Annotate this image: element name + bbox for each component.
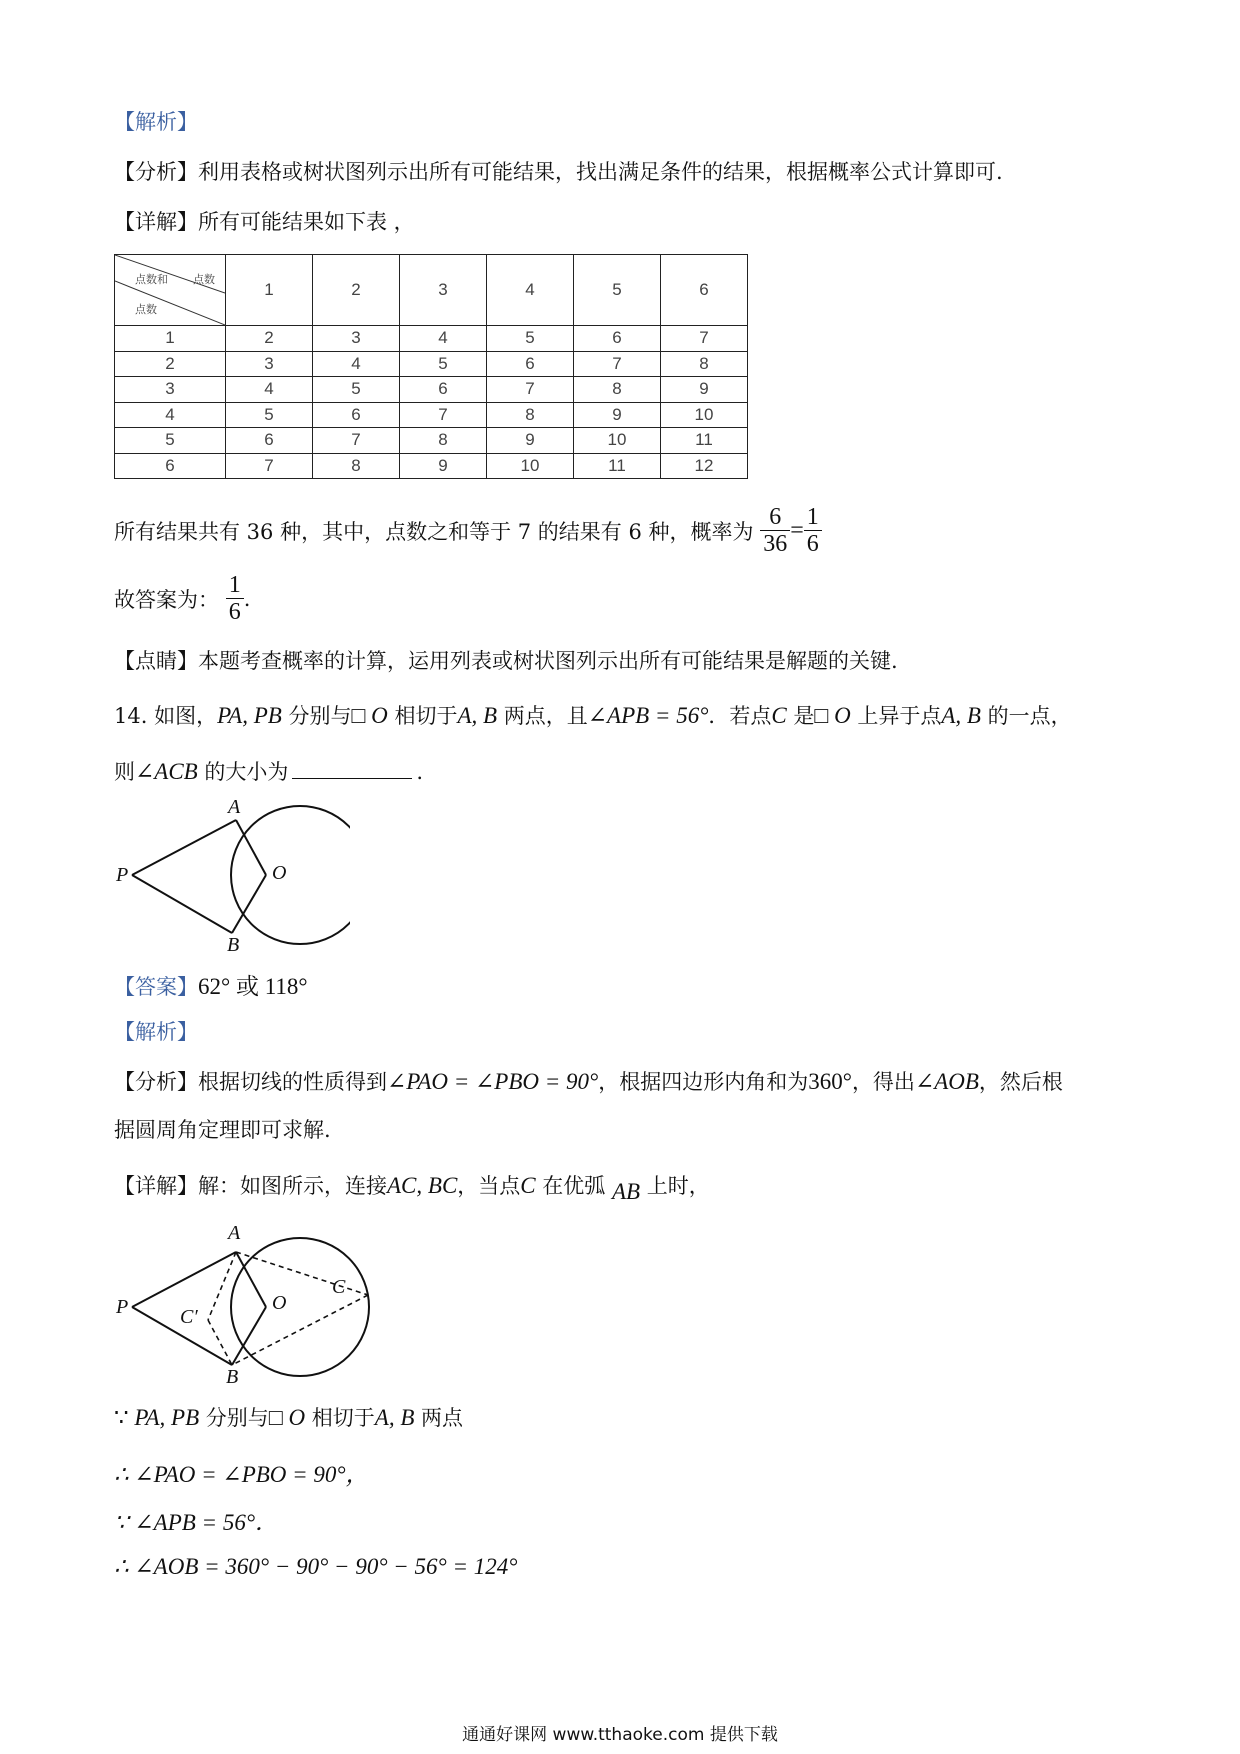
step-math: A, B [374, 1405, 415, 1430]
answer-fraction [226, 572, 244, 626]
q14-math: A, B [941, 703, 981, 728]
step-math: ∵ [114, 1405, 135, 1430]
table-cell: 5 [313, 377, 400, 403]
s13-key-point [114, 645, 898, 675]
q14-math: A, B [457, 703, 498, 728]
table-cell: 5 [226, 402, 313, 428]
step-text: 分别与 [199, 1406, 269, 1430]
answer-blank [292, 758, 412, 779]
q14-text: ．若点 [708, 704, 772, 728]
table-cell: 4 [115, 402, 226, 428]
detail-math: AB [611, 1179, 641, 1204]
page-footer: 通通好课网 www.tthaoke.com 提供下载 [462, 1725, 778, 1745]
table-cell: 8 [313, 453, 400, 479]
table-cell: 6 [313, 402, 400, 428]
table-corner-cell [115, 255, 226, 326]
table-cell: 5 [487, 326, 574, 352]
fig2-label-C: C [332, 1276, 346, 1298]
fig2-label-O: O [272, 1292, 287, 1314]
analysis-text: 利用表格或树状图列示出所有可能结果，找出满足条件的结果，根据概率公式计算即可. [198, 160, 1003, 184]
table-cell: 9 [574, 402, 661, 428]
table-cell: 5 [115, 428, 226, 454]
fraction-denominator: 36 [763, 531, 788, 558]
q14-text: 14. 如图， [114, 704, 218, 728]
table-cell: 3 [115, 377, 226, 403]
q14-math: □ O [351, 703, 388, 728]
q14-math: □ O [814, 703, 851, 728]
s13-detail [114, 206, 415, 236]
table-cell: 5 [400, 351, 487, 377]
table-header-row [115, 255, 748, 326]
fraction-1-6 [804, 504, 822, 558]
table-cell: 11 [574, 453, 661, 479]
table-cell: 2 [115, 351, 226, 377]
answer-tag: 【答案】 [114, 975, 198, 999]
fig1-label-A: A [228, 796, 241, 818]
table-cell: 3 [313, 326, 400, 352]
q14-text: 分别与 [281, 704, 352, 728]
detail-text: 所有可能结果如下表 ， [198, 210, 415, 234]
detail-tag: 【详解】 [114, 210, 198, 234]
detail-math: C [520, 1173, 536, 1198]
table-cell: 7 [400, 402, 487, 428]
table-cell: 7 [487, 377, 574, 403]
table-cell: 1 [115, 326, 226, 352]
analysis-tag: 【分析】 [114, 1070, 198, 1094]
table-header-cell: 3 [400, 255, 487, 326]
q14-text: 的大小为 [197, 760, 289, 784]
table-cell: 10 [661, 402, 748, 428]
table-header-cell: 2 [313, 255, 400, 326]
table-cell: 7 [226, 453, 313, 479]
table-cell: 6 [226, 428, 313, 454]
analysis-math: 360° [808, 1069, 852, 1094]
answer-suffix: . [243, 586, 251, 611]
q14-analysis-line2: 据圆周角定理即可求解. [114, 1118, 331, 1142]
detail-text: ，当点 [457, 1174, 521, 1198]
table-cell: 6 [115, 453, 226, 479]
table-cell: 7 [661, 326, 748, 352]
step-2: ∴ ∠PAO = ∠PBO = 90°， [114, 1462, 369, 1487]
table-cell: 8 [487, 402, 574, 428]
step-3: ∵ ∠APB = 56°． [114, 1510, 279, 1535]
analysis-math: ∠PAO = ∠PBO = 90° [387, 1069, 599, 1094]
step-text: 相切于 [305, 1406, 375, 1430]
corner-label-left: 点数 [135, 304, 157, 316]
analysis-text: 根据切线的性质得到 [198, 1070, 387, 1094]
table-cell: 2 [226, 326, 313, 352]
step-1 [114, 1402, 463, 1432]
q14-statement-line1 [114, 700, 1072, 730]
q14-jiexi-heading: 【解析】 [114, 1020, 198, 1044]
table-header-cell: 6 [661, 255, 748, 326]
fraction-denominator: 6 [228, 599, 241, 626]
answer-prefix: 故答案为： [114, 587, 219, 612]
table-cell: 6 [487, 351, 574, 377]
step-math: □ O [268, 1405, 306, 1430]
q14-text: 上异于点 [850, 704, 942, 728]
table-cell: 4 [313, 351, 400, 377]
table-cell: 9 [487, 428, 574, 454]
corner-diagonal [115, 255, 225, 325]
table-header-cell: 4 [487, 255, 574, 326]
table-cell: 8 [574, 377, 661, 403]
fig1-label-O: O [272, 862, 287, 884]
table-cell: 9 [400, 453, 487, 479]
table-row [115, 402, 748, 428]
q14-math: C [771, 703, 787, 728]
table-cell: 12 [661, 453, 748, 479]
q14-text: 是 [786, 704, 815, 728]
step-text: 两点 [414, 1406, 464, 1430]
detail-text: 上时， [640, 1174, 710, 1198]
detail-tag: 【详解】 [114, 1174, 198, 1198]
fraction-6-36 [760, 504, 790, 558]
step-4: ∴ ∠AOB = 360° − 90° − 90° − 56° = 124° [114, 1554, 518, 1579]
s13-answer-line [114, 572, 250, 626]
figure-inscribed-angles [110, 1220, 370, 1395]
s13-result-line [114, 504, 822, 558]
table-header-cell: 5 [574, 255, 661, 326]
table-cell: 4 [400, 326, 487, 352]
table-cell: 3 [226, 351, 313, 377]
answer-value: 62° 或 118° [198, 974, 308, 999]
fraction-numerator: 1 [226, 572, 244, 599]
fig2-label-B: B [226, 1366, 239, 1388]
table-cell: 11 [661, 428, 748, 454]
q14-detail-line [114, 1170, 710, 1204]
q14-text: 相切于 [387, 704, 458, 728]
dice-sum-table [114, 254, 748, 479]
equals-sign: = [790, 517, 804, 544]
analysis-text: ，然后根 [978, 1070, 1063, 1094]
s13-analysis [114, 156, 1003, 186]
key-point-text: 本题考查概率的计算，运用列表或树状图列示出所有可能结果是解题的关键. [198, 649, 898, 673]
table-row [115, 453, 748, 479]
q14-answer [114, 968, 308, 1001]
q14-math: PA, PB [217, 703, 282, 728]
table-cell: 8 [400, 428, 487, 454]
corner-label-sum: 点数和 [135, 274, 168, 286]
table-row [115, 428, 748, 454]
fig1-label-P: P [116, 864, 129, 886]
fraction-numerator: 1 [804, 504, 822, 531]
fig1-label-B: B [227, 934, 240, 956]
table-cell: 8 [661, 351, 748, 377]
result-text: 所有结果共有 36 种，其中，点数之和等于 7 的结果有 6 种，概率为 [114, 519, 754, 544]
q14-math: ∠APB = 56° [587, 703, 709, 728]
q14-text: . [416, 760, 424, 784]
detail-text: 解：如图所示，连接 [198, 1174, 387, 1198]
table-header-cell: 1 [226, 255, 313, 326]
q14-math: ∠ACB [135, 759, 198, 784]
table-cell: 4 [226, 377, 313, 403]
step-math: PA, PB [134, 1405, 200, 1430]
table-row [115, 351, 748, 377]
table-cell: 10 [487, 453, 574, 479]
q14-text: 两点，且 [497, 704, 588, 728]
table-row [115, 326, 748, 352]
fraction-denominator: 6 [806, 531, 819, 558]
table-cell: 6 [574, 326, 661, 352]
analysis-text: ，得出 [851, 1070, 915, 1094]
fig2-label-A: A [228, 1222, 241, 1244]
table-row [115, 377, 748, 403]
q14-text: 则 [114, 760, 135, 784]
analysis-math: ∠AOB [914, 1069, 979, 1094]
table-cell: 7 [574, 351, 661, 377]
fraction-numerator: 6 [760, 504, 790, 531]
q14-analysis-line1 [114, 1066, 1063, 1096]
fig2-label-P: P [116, 1296, 129, 1318]
q14-text: 的一点， [980, 704, 1072, 728]
detail-text: 在优弧 [535, 1174, 612, 1198]
corner-label-top: 点数 [193, 274, 215, 286]
fig2-label-Cprime: C′ [180, 1306, 198, 1328]
table-cell: 10 [574, 428, 661, 454]
table-cell: 7 [313, 428, 400, 454]
s13-jiexi-heading: 【解析】 [114, 110, 198, 134]
analysis-tag: 【分析】 [114, 160, 198, 184]
q14-statement-line2 [114, 756, 423, 786]
table-cell: 6 [400, 377, 487, 403]
key-point-tag: 【点睛】 [114, 649, 198, 673]
table-cell: 9 [661, 377, 748, 403]
detail-math: AC, BC [387, 1173, 458, 1198]
analysis-text: ，根据四边形内角和为 [598, 1070, 809, 1094]
